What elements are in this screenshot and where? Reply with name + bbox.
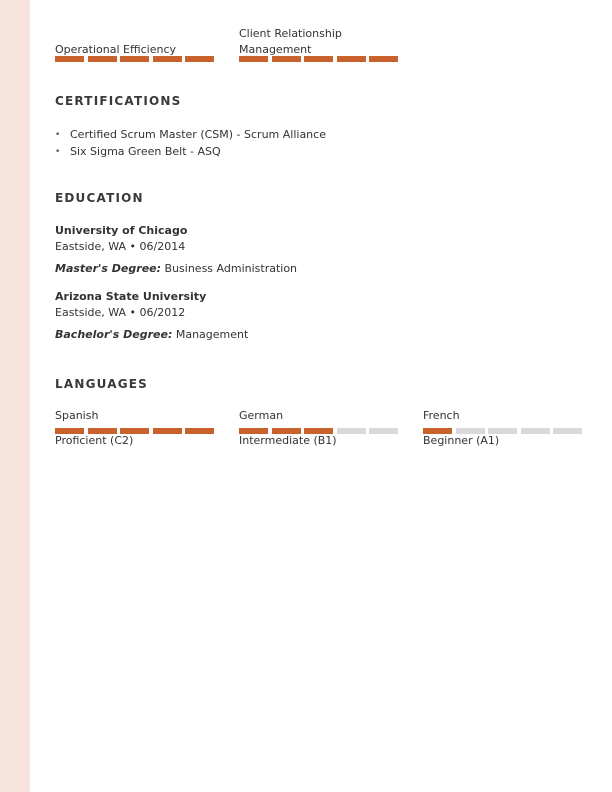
rating-segment-filled	[120, 56, 149, 62]
language-item	[423, 408, 582, 448]
school-location-date: Eastside, WA • 06/2012	[55, 306, 186, 319]
rating-segment-filled	[272, 56, 301, 62]
language-name: Spanish	[55, 409, 99, 422]
certification-text: Certified Scrum Master (CSM) - Scrum Alliance	[70, 128, 326, 141]
education-entry	[55, 289, 248, 343]
rating-segment-empty	[369, 428, 398, 434]
rating-segment-filled	[88, 56, 117, 62]
certification-text: Six Sigma Green Belt - ASQ	[70, 144, 221, 158]
rating-segment-filled	[304, 56, 333, 62]
rating-segment-empty	[337, 428, 366, 434]
language-name: French	[423, 409, 460, 422]
degree-name: Master's Degree	[55, 262, 157, 275]
side-band	[0, 0, 30, 792]
rating-segment-empty	[553, 428, 582, 434]
bullet-icon: •	[55, 146, 61, 157]
languages-heading: LANGUAGES	[55, 377, 148, 391]
skill-name: Client Relationship Management	[239, 27, 342, 56]
education-heading: EDUCATION	[55, 191, 144, 205]
bullet-icon: •	[55, 130, 61, 140]
rating-segment-filled	[239, 56, 268, 62]
education-entry	[55, 223, 297, 277]
certifications-list	[55, 127, 326, 160]
list-item	[55, 127, 326, 144]
skills-row	[55, 20, 600, 70]
rating-segment-filled	[337, 56, 366, 62]
skill-rating-bars	[239, 56, 398, 62]
rating-segment-filled	[55, 56, 84, 62]
school-location-date: Eastside, WA • 06/2014	[55, 240, 186, 253]
language-name: German	[239, 409, 284, 422]
language-level: Proficient (C2)	[55, 434, 134, 447]
certifications-heading: CERTIFICATIONS	[55, 94, 182, 108]
language-level: Beginner (A1)	[423, 434, 500, 447]
rating-segment-filled	[153, 56, 182, 62]
rating-segment-filled	[185, 428, 214, 434]
rating-segment-empty	[521, 428, 550, 434]
rating-segment-filled	[369, 56, 398, 62]
degree-name: Bachelor's Degree	[55, 328, 168, 341]
skill-item	[55, 20, 214, 70]
language-item	[55, 408, 214, 448]
degree-field: Management	[175, 328, 249, 341]
skill-rating-bars	[55, 56, 214, 62]
degree-field: Business Administration	[164, 262, 298, 275]
language-level: Intermediate (B1)	[239, 434, 337, 447]
degree-line: Master's Degree: Business Administration	[55, 262, 298, 275]
school-name: Arizona State University	[55, 290, 207, 303]
skill-name: Operational Efficiency	[55, 43, 177, 56]
school-name: University of Chicago	[55, 224, 188, 237]
rating-segment-filled	[153, 428, 182, 434]
rating-segment-filled	[185, 56, 214, 62]
degree-line: Bachelor's Degree: Management	[55, 328, 249, 341]
list-item	[55, 144, 326, 161]
skill-item	[239, 20, 409, 70]
language-item	[239, 408, 398, 448]
